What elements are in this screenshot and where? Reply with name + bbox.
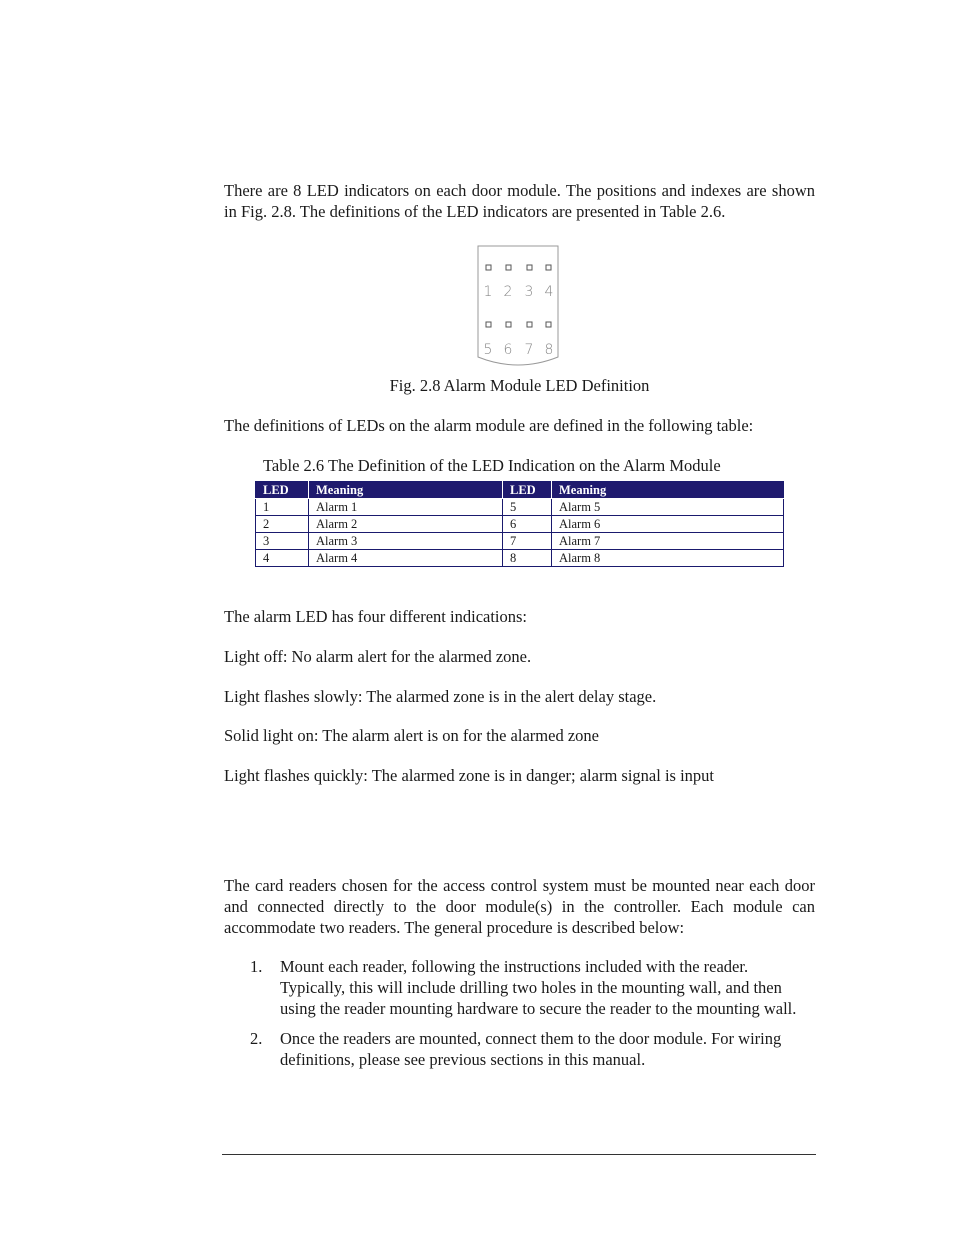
led-label-5: 5 (483, 342, 493, 358)
header-led-2: LED (503, 482, 552, 499)
led-label-1: 1 (483, 284, 493, 300)
indication-item: Solid light on: The alarm alert is on for the alarmed zone (224, 726, 599, 745)
figure-caption: Fig. 2.8 Alarm Module LED Definition (389, 376, 650, 395)
table-cell: 4 (256, 550, 309, 567)
step-number: 1. (250, 957, 263, 976)
header-meaning-1: Meaning (309, 482, 503, 499)
table-cell: 7 (503, 533, 552, 550)
header-meaning-2: Meaning (552, 482, 784, 499)
led-label-7: 7 (524, 342, 534, 358)
led-8-indicator (546, 322, 551, 327)
led-6-indicator (506, 322, 511, 327)
led-label-2: 2 (503, 284, 513, 300)
led-2-indicator (506, 265, 511, 270)
led-4-indicator (546, 265, 551, 270)
table-row (256, 550, 784, 567)
table-cell: 8 (503, 550, 552, 567)
table-cell: 6 (503, 516, 552, 533)
led-3-indicator (527, 265, 532, 270)
table-cell: Alarm 6 (552, 516, 784, 533)
step-number: 2. (250, 1029, 263, 1048)
led-label-6: 6 (503, 342, 513, 358)
table-cell: Alarm 3 (309, 533, 503, 550)
footer-rule (222, 1154, 816, 1155)
table-header-row (256, 482, 784, 499)
table-cell: Alarm 4 (309, 550, 503, 567)
table-cell: 5 (503, 499, 552, 516)
indication-item: Light off: No alarm alert for the alarmed zone. (224, 647, 532, 666)
table-cell: Alarm 2 (309, 516, 503, 533)
led-module-diagram (477, 245, 559, 367)
led-1-indicator (486, 265, 491, 270)
table-cell: 1 (256, 499, 309, 516)
led-7-indicator (527, 322, 532, 327)
table-intro: The definitions of LEDs on the alarm module are defined in the following table: (224, 416, 754, 435)
led-5-indicator (486, 322, 491, 327)
readers-paragraph: The card readers chosen for the access control system must be mounted near each door and connected directly to the door module(s) in the controller. Each module can accommodate two readers. The general procedure is described below: (224, 876, 815, 937)
header-led-1: LED (256, 482, 309, 499)
list-item (250, 1028, 810, 1070)
intro-paragraph: There are 8 LED indicators on each door module. The positions and indexes are shown in Fig. 2.8. The definitions of the LED indicators are presented in Table 2.6. (224, 181, 815, 221)
led-label-8: 8 (544, 342, 554, 358)
table-row (256, 533, 784, 550)
indication-item: Light flashes quickly: The alarmed zone is in danger; alarm signal is input (224, 766, 714, 785)
step-text: Once the readers are mounted, connect them to the door module. For wiring definitions, please see previous sections in this manual. (280, 1029, 782, 1069)
table-caption: Table 2.6 The Definition of the LED Indication on the Alarm Module (263, 456, 721, 475)
table-row (256, 516, 784, 533)
table-cell: Alarm 7 (552, 533, 784, 550)
led-label-4: 4 (544, 284, 554, 300)
table-cell: Alarm 8 (552, 550, 784, 567)
table-row (256, 499, 784, 516)
led-label-3: 3 (524, 284, 534, 300)
list-item (250, 956, 810, 1019)
table-cell: Alarm 5 (552, 499, 784, 516)
led-definition-table (255, 481, 784, 567)
table-cell: Alarm 1 (309, 499, 503, 516)
indication-item: Light flashes slowly: The alarmed zone is in the alert delay stage. (224, 687, 657, 706)
table-cell: 3 (256, 533, 309, 550)
procedure-steps (250, 956, 810, 1079)
table-cell: 2 (256, 516, 309, 533)
led-module-figure (477, 245, 559, 367)
indications-intro: The alarm LED has four different indications: (224, 607, 528, 626)
step-text: Mount each reader, following the instructions included with the reader. Typically, this will include drilling two holes in the mounting wall, and then using the reader mounting hardware to secure the reader to the mounting wall. (280, 957, 797, 1018)
